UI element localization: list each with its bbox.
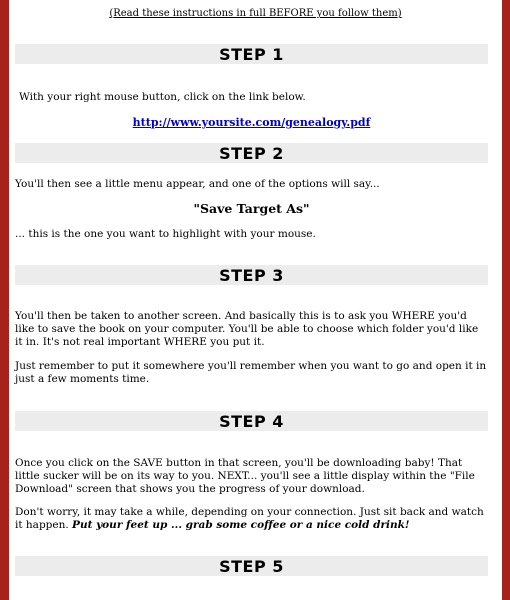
step-5-heading: STEP 5: [15, 556, 488, 576]
step-2-option-wrap: [15, 202, 488, 217]
content: [9, 0, 502, 600]
right-border: [502, 0, 510, 600]
step-3-para-2: Just remember to put it somewhere you'll remember when you want to go and open it in just a few moments time.: [15, 360, 487, 385]
step-3-heading: STEP 3: [15, 265, 488, 285]
step-4-para-2-plain: Don't worry, it may take a while, depending on your connection. Just sit back and watch it happen.: [15, 506, 484, 531]
step-4-para-2-emphasis: Put your feet up ... grab some coffee or a nice cold drink!: [72, 519, 410, 531]
step-4-para-1: Once you click on the SAVE button in that screen, you'll be downloading baby! That little sucker will be on its way to you. NEXT... you'll see a little display within the "File Download" screen that shows you the progress of your download.: [15, 457, 475, 495]
step-2-intro: You'll then see a little menu appear, and one of the options will say...: [15, 178, 380, 190]
left-border: [0, 0, 9, 600]
save-target-as-label: "Save Target As": [193, 201, 310, 216]
step-4-para-2: [15, 506, 488, 532]
page: [9, 0, 502, 600]
step-4-heading: STEP 4: [15, 411, 488, 431]
step-2-heading: STEP 2: [15, 143, 488, 163]
step-2-outro: ... this is the one you want to highlight with your mouse.: [15, 228, 316, 240]
step-3-para-1: You'll then be taken to another screen. And basically this is to ask you WHERE you'd like to save the book on your computer. You'll be able to choose which folder you'd like it in. It's not real important WHERE you put it.: [15, 310, 479, 348]
step-1-heading: STEP 1: [15, 44, 488, 64]
step-1-link-wrap: [15, 116, 488, 130]
instructions-note: (Read these instructions in full BEFORE you follow them): [109, 8, 402, 19]
step-1-text: With your right mouse button, click on the link below.: [19, 91, 306, 103]
download-link[interactable]: http://www.yoursite.com/genealogy.pdf: [132, 116, 371, 129]
